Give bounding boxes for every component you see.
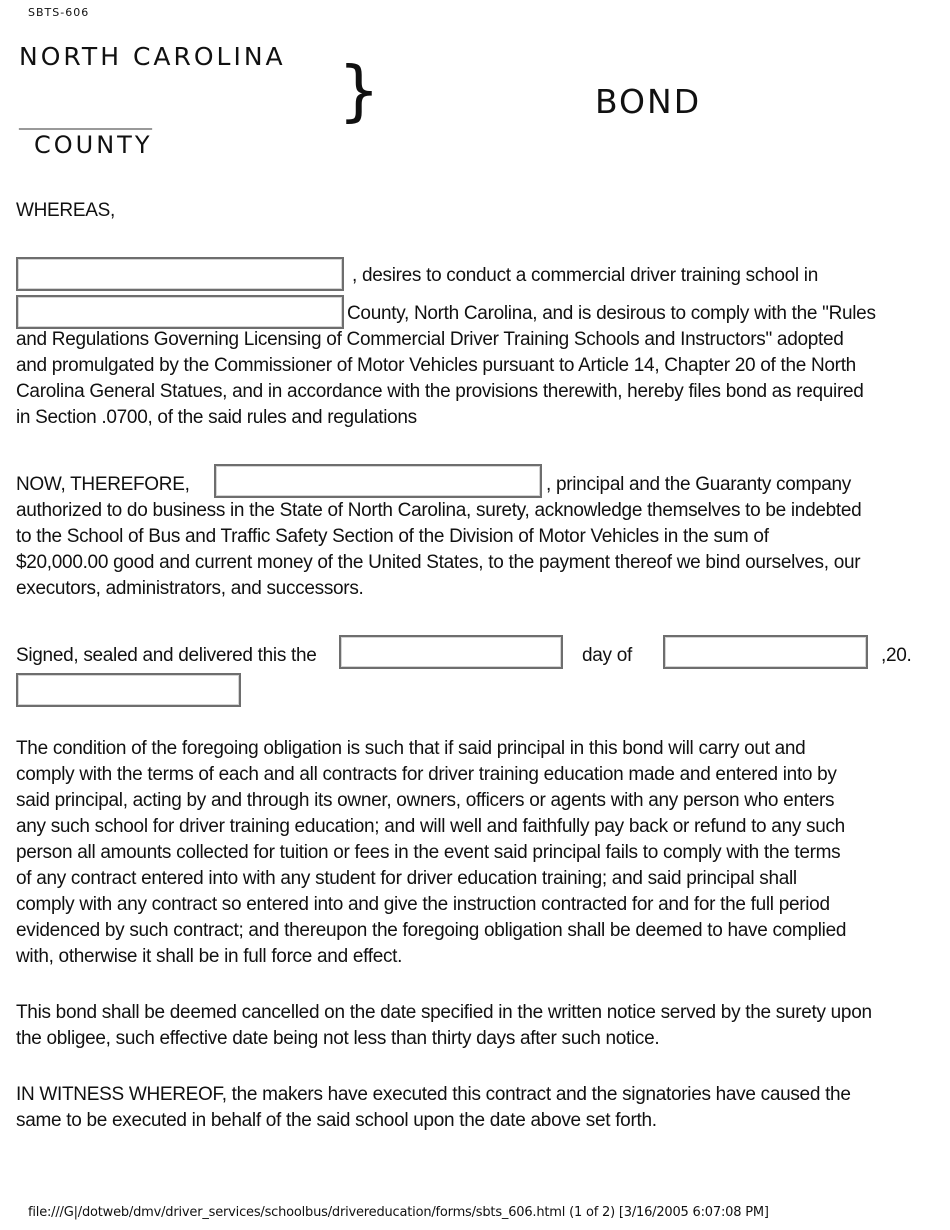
principal-input[interactable] [217,467,539,495]
text-line: to the School of Bus and Traffic Safety Section of the Division of Motor Vehicles in the sum of [16,526,769,547]
text-line: comply with the terms of each and all contracts for driver training education made and entered into by [16,764,837,785]
print-footer: file:///G|/dotweb/dmv/driver_services/schoolbus/drivereducation/forms/sbts_606.html (1 of 2) [3/16/2005 6:07:08 PM] [28,1205,769,1220]
year-prefix-label: ,20. [881,645,912,666]
school-name-input[interactable] [19,260,341,288]
text-line: This bond shall be deemed cancelled on the date specified in the written notice served by the surety upon [16,1002,872,1023]
text-line: in Section .0700, of the said rules and regulations [16,407,417,428]
whereas-label: WHEREAS, [16,200,115,221]
brace-glyph: } [338,52,380,129]
text-line: person all amounts collected for tuition or fees in the event said principal fails to comply with the terms [16,842,841,863]
year-field[interactable] [16,673,241,707]
document-title: BOND [595,82,702,121]
text-line: with, otherwise it shall be in full force and effect. [16,946,403,967]
day-input[interactable] [342,638,560,666]
text-line: comply with any contract so entered into and give the instruction contracted for and for the full period [16,894,830,915]
year-input[interactable] [19,676,238,704]
month-field[interactable] [663,635,868,669]
county-blank-line: ___________________ [19,114,152,130]
text-line: of any contract entered into with any student for driver education training; and said principal shall [16,868,797,889]
text-line: IN WITNESS WHEREOF, the makers have executed this contract and the signatories have caused the [16,1084,851,1105]
state-name: NORTH CAROLINA [19,42,286,71]
now-therefore-label: NOW, THEREFORE, [16,474,190,495]
form-id: SBTS-606 [28,6,90,19]
county-input[interactable] [19,298,341,326]
p1-line2-text: County, North Carolina, and is desirous to comply with the "Rules [347,303,876,324]
county-label: COUNTY [34,131,153,159]
day-of-label: day of [582,645,632,666]
text-line: and promulgated by the Commissioner of Motor Vehicles pursuant to Article 14, Chapter 20 of the North [16,355,856,376]
signed-label: Signed, sealed and delivered this the [16,645,317,666]
paragraph-obligation [16,498,940,602]
text-line: executors, administrators, and successors. [16,578,364,599]
paragraph-witness [16,1082,940,1134]
county-field[interactable] [16,295,344,329]
principal-field[interactable] [214,464,542,498]
paragraph-rules [16,327,940,431]
school-name-field[interactable] [16,257,344,291]
p1-line1-text: , desires to conduct a commercial driver training school in [352,265,818,286]
text-line: said principal, acting by and through its owner, owners, officers or agents with any person who enters [16,790,835,811]
text-line: $20,000.00 good and current money of the United States, to the payment thereof we bind ourselves, our [16,552,861,573]
text-line: the obligee, such effective date being not less than thirty days after such notice. [16,1028,660,1049]
text-line: and Regulations Governing Licensing of Commercial Driver Training Schools and Instructors" adopted [16,329,844,350]
text-line: authorized to do business in the State of North Carolina, surety, acknowledge themselves to be indebted [16,500,862,521]
p2-line1-text: , principal and the Guaranty company [546,474,851,495]
paragraph-condition [16,736,940,970]
paragraph-cancellation [16,1000,940,1052]
text-line: The condition of the foregoing obligation is such that if said principal in this bond will carry out and [16,738,806,759]
month-input[interactable] [666,638,865,666]
day-field[interactable] [339,635,563,669]
text-line: same to be executed in behalf of the said school upon the date above set forth. [16,1110,657,1131]
text-line: Carolina General Statues, and in accordance with the provisions therewith, hereby files bond as required [16,381,864,402]
text-line: evidenced by such contract; and thereupon the foregoing obligation shall be deemed to have complied [16,920,847,941]
text-line: any such school for driver training education; and will well and faithfully pay back or refund to any such [16,816,845,837]
